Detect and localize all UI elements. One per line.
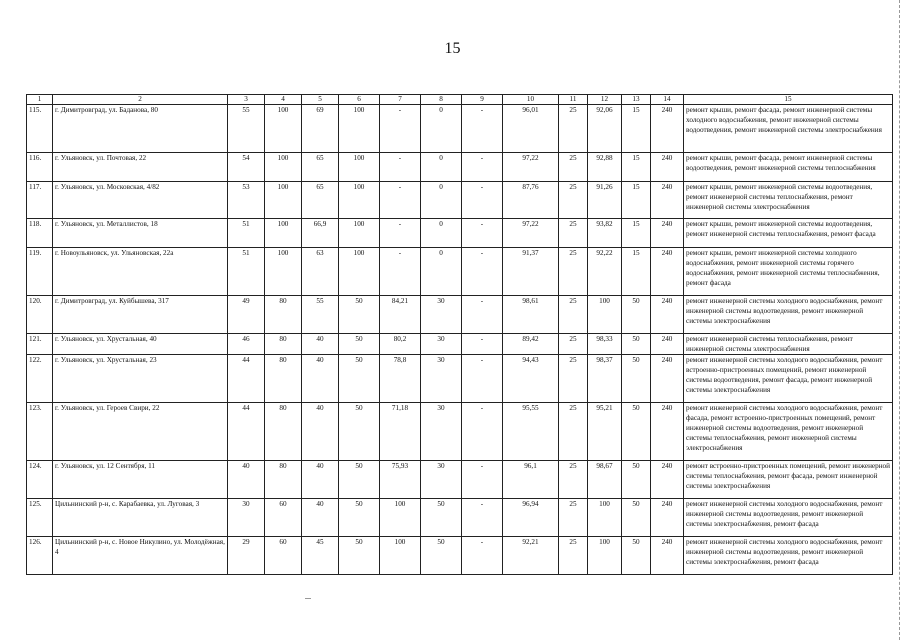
table-row <box>27 105 893 153</box>
value-cell-10: 94,43 <box>503 355 559 403</box>
value-cell-9: - <box>462 403 503 461</box>
header-cell: 10 <box>503 95 559 105</box>
value-cell-14: 240 <box>651 105 684 153</box>
value-cell-13: 50 <box>622 355 651 403</box>
address-cell: г. Ульяновск, ул. Почтовая, 22 <box>53 153 228 182</box>
table-row <box>27 219 893 248</box>
value-cell-10: 97,22 <box>503 153 559 182</box>
value-cell-11: 25 <box>559 334 588 355</box>
value-cell-12: 91,26 <box>588 182 622 219</box>
value-cell-7: - <box>380 153 421 182</box>
value-cell-10: 92,21 <box>503 537 559 575</box>
table-row <box>27 355 893 403</box>
value-cell-8: 30 <box>421 355 462 403</box>
value-cell-4: 100 <box>265 105 302 153</box>
value-cell-4: 80 <box>265 461 302 499</box>
value-cell-11: 25 <box>559 537 588 575</box>
table-row <box>27 153 893 182</box>
value-cell-4: 100 <box>265 182 302 219</box>
row-number: 124. <box>27 461 53 499</box>
value-cell-12: 98,33 <box>588 334 622 355</box>
value-cell-8: 0 <box>421 219 462 248</box>
works-cell: ремонт инженерной системы холодного водоснабжения, ремонт инженерной системы водоотведения, ремонт инженерной системы электроснабжения <box>684 296 893 334</box>
value-cell-12: 100 <box>588 296 622 334</box>
value-cell-7: 100 <box>380 499 421 537</box>
value-cell-5: 66,9 <box>302 219 339 248</box>
row-number: 115. <box>27 105 53 153</box>
value-cell-4: 80 <box>265 355 302 403</box>
value-cell-12: 92,06 <box>588 105 622 153</box>
header-cell: 7 <box>380 95 421 105</box>
value-cell-6: 100 <box>339 153 380 182</box>
value-cell-5: 45 <box>302 537 339 575</box>
value-cell-3: 40 <box>228 461 265 499</box>
value-cell-9: - <box>462 355 503 403</box>
value-cell-4: 80 <box>265 403 302 461</box>
table-row <box>27 403 893 461</box>
value-cell-8: 30 <box>421 334 462 355</box>
header-cell: 9 <box>462 95 503 105</box>
row-number: 123. <box>27 403 53 461</box>
value-cell-5: 69 <box>302 105 339 153</box>
scan-mark <box>305 598 311 599</box>
address-cell: г. Новоульяновск, ул. Ульяновская, 22а <box>53 248 228 296</box>
works-cell: ремонт крыши, ремонт инженерной системы холодного водоснабжения, ремонт инженерной системы горячего водоснабжения, ремонт инженерной системы теплоснабжения, ремонт фасада <box>684 248 893 296</box>
value-cell-11: 25 <box>559 499 588 537</box>
value-cell-12: 95,21 <box>588 403 622 461</box>
value-cell-8: 0 <box>421 182 462 219</box>
value-cell-8: 0 <box>421 153 462 182</box>
table-row <box>27 296 893 334</box>
row-number: 126. <box>27 537 53 575</box>
value-cell-8: 30 <box>421 461 462 499</box>
row-number: 119. <box>27 248 53 296</box>
address-cell: Цильнинский р-н, с. Новое Никулино, ул. Молодёжная, 4 <box>53 537 228 575</box>
works-cell: ремонт инженерной системы холодного водоснабжения, ремонт инженерной системы водоотведения, ремонт инженерной системы электроснабжения, ремонт фасада <box>684 537 893 575</box>
value-cell-10: 96,1 <box>503 461 559 499</box>
value-cell-4: 60 <box>265 537 302 575</box>
row-number: 125. <box>27 499 53 537</box>
table-row <box>27 182 893 219</box>
value-cell-12: 93,82 <box>588 219 622 248</box>
works-cell: ремонт инженерной системы теплоснабжения, ремонт инженерной системы электроснабжения <box>684 334 893 355</box>
value-cell-7: 80,2 <box>380 334 421 355</box>
value-cell-7: 84,21 <box>380 296 421 334</box>
value-cell-13: 50 <box>622 499 651 537</box>
header-row <box>27 95 893 105</box>
value-cell-3: 49 <box>228 296 265 334</box>
value-cell-7: 78,8 <box>380 355 421 403</box>
works-cell: ремонт крыши, ремонт фасада, ремонт инженерной системы водоотведения, ремонт инженерной системы теплоснабжения <box>684 153 893 182</box>
page-number: 15 <box>444 40 461 57</box>
value-cell-6: 50 <box>339 334 380 355</box>
value-cell-13: 15 <box>622 153 651 182</box>
value-cell-14: 240 <box>651 334 684 355</box>
value-cell-14: 240 <box>651 248 684 296</box>
value-cell-9: - <box>462 461 503 499</box>
value-cell-12: 100 <box>588 499 622 537</box>
header-cell: 12 <box>588 95 622 105</box>
value-cell-9: - <box>462 499 503 537</box>
value-cell-3: 51 <box>228 248 265 296</box>
value-cell-7: - <box>380 219 421 248</box>
value-cell-6: 100 <box>339 182 380 219</box>
works-cell: ремонт крыши, ремонт фасада, ремонт инженерной системы холодного водоснабжения, ремонт инженерной системы водоотведения, ремонт инженерной системы электроснабжения <box>684 105 893 153</box>
address-cell: г. Димитровград, ул. Куйбышева, 317 <box>53 296 228 334</box>
value-cell-9: - <box>462 334 503 355</box>
value-cell-13: 15 <box>622 219 651 248</box>
value-cell-3: 44 <box>228 355 265 403</box>
header-cell: 1 <box>27 95 53 105</box>
value-cell-5: 40 <box>302 461 339 499</box>
value-cell-8: 30 <box>421 296 462 334</box>
value-cell-7: - <box>380 182 421 219</box>
value-cell-10: 98,61 <box>503 296 559 334</box>
value-cell-4: 100 <box>265 153 302 182</box>
value-cell-13: 50 <box>622 537 651 575</box>
header-cell: 11 <box>559 95 588 105</box>
value-cell-8: 0 <box>421 248 462 296</box>
works-cell: ремонт инженерной системы холодного водоснабжения, ремонт инженерной системы водоотведения, ремонт инженерной системы электроснабжения, ремонт фасада <box>684 499 893 537</box>
value-cell-14: 240 <box>651 461 684 499</box>
header-cell: 15 <box>684 95 893 105</box>
value-cell-3: 46 <box>228 334 265 355</box>
value-cell-6: 50 <box>339 355 380 403</box>
value-cell-8: 0 <box>421 105 462 153</box>
address-cell: г. Ульяновск, ул. Московская, 4/82 <box>53 182 228 219</box>
value-cell-11: 25 <box>559 461 588 499</box>
value-cell-7: 100 <box>380 537 421 575</box>
value-cell-8: 50 <box>421 499 462 537</box>
value-cell-14: 240 <box>651 219 684 248</box>
value-cell-8: 50 <box>421 537 462 575</box>
works-cell: ремонт крыши, ремонт инженерной системы водоотведения, ремонт инженерной системы теплоснабжения, ремонт фасада <box>684 219 893 248</box>
value-cell-6: 100 <box>339 105 380 153</box>
value-cell-10: 87,76 <box>503 182 559 219</box>
value-cell-10: 96,01 <box>503 105 559 153</box>
value-cell-9: - <box>462 219 503 248</box>
value-cell-7: - <box>380 248 421 296</box>
header-cell: 14 <box>651 95 684 105</box>
row-number: 122. <box>27 355 53 403</box>
address-cell: г. Димитровград, ул. Баданова, 80 <box>53 105 228 153</box>
address-cell: Цильнинский р-н, с. Карабаевка, ул. Луговая, 3 <box>53 499 228 537</box>
header-cell: 3 <box>228 95 265 105</box>
value-cell-5: 63 <box>302 248 339 296</box>
header-cell: 4 <box>265 95 302 105</box>
value-cell-13: 15 <box>622 105 651 153</box>
value-cell-4: 100 <box>265 219 302 248</box>
value-cell-11: 25 <box>559 219 588 248</box>
row-number: 117. <box>27 182 53 219</box>
value-cell-3: 54 <box>228 153 265 182</box>
value-cell-7: 71,18 <box>380 403 421 461</box>
value-cell-14: 240 <box>651 355 684 403</box>
value-cell-4: 80 <box>265 334 302 355</box>
value-cell-9: - <box>462 296 503 334</box>
header-cell: 6 <box>339 95 380 105</box>
value-cell-5: 40 <box>302 355 339 403</box>
header-cell: 5 <box>302 95 339 105</box>
address-cell: г. Ульяновск, ул. Металлистов, 18 <box>53 219 228 248</box>
value-cell-14: 240 <box>651 153 684 182</box>
value-cell-9: - <box>462 537 503 575</box>
value-cell-6: 50 <box>339 403 380 461</box>
value-cell-7: 75,93 <box>380 461 421 499</box>
table-row <box>27 248 893 296</box>
value-cell-4: 80 <box>265 296 302 334</box>
header-cell: 2 <box>53 95 228 105</box>
value-cell-14: 240 <box>651 403 684 461</box>
value-cell-5: 65 <box>302 182 339 219</box>
value-cell-14: 240 <box>651 296 684 334</box>
header-cell: 8 <box>421 95 462 105</box>
table-row <box>27 537 893 575</box>
value-cell-13: 50 <box>622 461 651 499</box>
value-cell-5: 40 <box>302 499 339 537</box>
value-cell-10: 91,37 <box>503 248 559 296</box>
address-cell: г. Ульяновск, ул. 12 Сентября, 11 <box>53 461 228 499</box>
value-cell-13: 50 <box>622 403 651 461</box>
value-cell-3: 53 <box>228 182 265 219</box>
value-cell-12: 92,22 <box>588 248 622 296</box>
value-cell-13: 50 <box>622 296 651 334</box>
value-cell-8: 30 <box>421 403 462 461</box>
value-cell-6: 50 <box>339 461 380 499</box>
row-number: 121. <box>27 334 53 355</box>
value-cell-9: - <box>462 248 503 296</box>
value-cell-6: 50 <box>339 296 380 334</box>
value-cell-6: 50 <box>339 499 380 537</box>
value-cell-6: 50 <box>339 537 380 575</box>
value-cell-14: 240 <box>651 499 684 537</box>
value-cell-12: 98,37 <box>588 355 622 403</box>
value-cell-10: 89,42 <box>503 334 559 355</box>
value-cell-11: 25 <box>559 355 588 403</box>
value-cell-11: 25 <box>559 182 588 219</box>
value-cell-11: 25 <box>559 296 588 334</box>
value-cell-14: 240 <box>651 537 684 575</box>
value-cell-9: - <box>462 105 503 153</box>
value-cell-3: 30 <box>228 499 265 537</box>
value-cell-5: 55 <box>302 296 339 334</box>
table-row <box>27 461 893 499</box>
table-row <box>27 334 893 355</box>
value-cell-12: 92,88 <box>588 153 622 182</box>
right-edge-line <box>899 0 900 640</box>
value-cell-11: 25 <box>559 105 588 153</box>
address-cell: г. Ульяновск, ул. Хрустальная, 23 <box>53 355 228 403</box>
value-cell-3: 51 <box>228 219 265 248</box>
value-cell-3: 55 <box>228 105 265 153</box>
value-cell-9: - <box>462 153 503 182</box>
value-cell-3: 44 <box>228 403 265 461</box>
value-cell-10: 95,55 <box>503 403 559 461</box>
value-cell-9: - <box>462 182 503 219</box>
value-cell-3: 29 <box>228 537 265 575</box>
table-row <box>27 499 893 537</box>
works-cell: ремонт инженерной системы холодного водоснабжения, ремонт фасада, ремонт встроенно-пристроенных помещений, ремонт инженерной системы водоотведения, ремонт инженерной системы теплоснабжения, ремонт инженерной системы электроснабжения <box>684 403 893 461</box>
works-cell: ремонт встроенно-пристроенных помещений, ремонт инженерной системы теплоснабжения, ремонт фасада, ремонт инженерной системы электроснабжения <box>684 461 893 499</box>
address-cell: г. Ульяновск, ул. Хрустальная, 40 <box>53 334 228 355</box>
value-cell-10: 96,94 <box>503 499 559 537</box>
value-cell-11: 25 <box>559 248 588 296</box>
value-cell-14: 240 <box>651 182 684 219</box>
header-cell: 13 <box>622 95 651 105</box>
row-number: 118. <box>27 219 53 248</box>
value-cell-13: 15 <box>622 248 651 296</box>
value-cell-7: - <box>380 105 421 153</box>
data-table <box>26 94 893 575</box>
value-cell-5: 65 <box>302 153 339 182</box>
value-cell-5: 40 <box>302 403 339 461</box>
value-cell-13: 50 <box>622 334 651 355</box>
value-cell-10: 97,22 <box>503 219 559 248</box>
value-cell-6: 100 <box>339 219 380 248</box>
row-number: 116. <box>27 153 53 182</box>
value-cell-13: 15 <box>622 182 651 219</box>
row-number: 120. <box>27 296 53 334</box>
value-cell-12: 100 <box>588 537 622 575</box>
address-cell: г. Ульяновск, ул. Героев Свири, 22 <box>53 403 228 461</box>
value-cell-4: 100 <box>265 248 302 296</box>
value-cell-11: 25 <box>559 153 588 182</box>
works-cell: ремонт крыши, ремонт инженерной системы водоотведения, ремонт инженерной системы теплоснабжения, ремонт инженерной системы электроснабжения <box>684 182 893 219</box>
value-cell-12: 98,67 <box>588 461 622 499</box>
value-cell-5: 40 <box>302 334 339 355</box>
value-cell-11: 25 <box>559 403 588 461</box>
value-cell-4: 60 <box>265 499 302 537</box>
works-cell: ремонт инженерной системы холодного водоснабжения, ремонт встроенно-пристроенных помещений, ремонт инженерной системы водоотведения, ремонт фасада, ремонт инженерной системы электроснабжения <box>684 355 893 403</box>
value-cell-6: 100 <box>339 248 380 296</box>
